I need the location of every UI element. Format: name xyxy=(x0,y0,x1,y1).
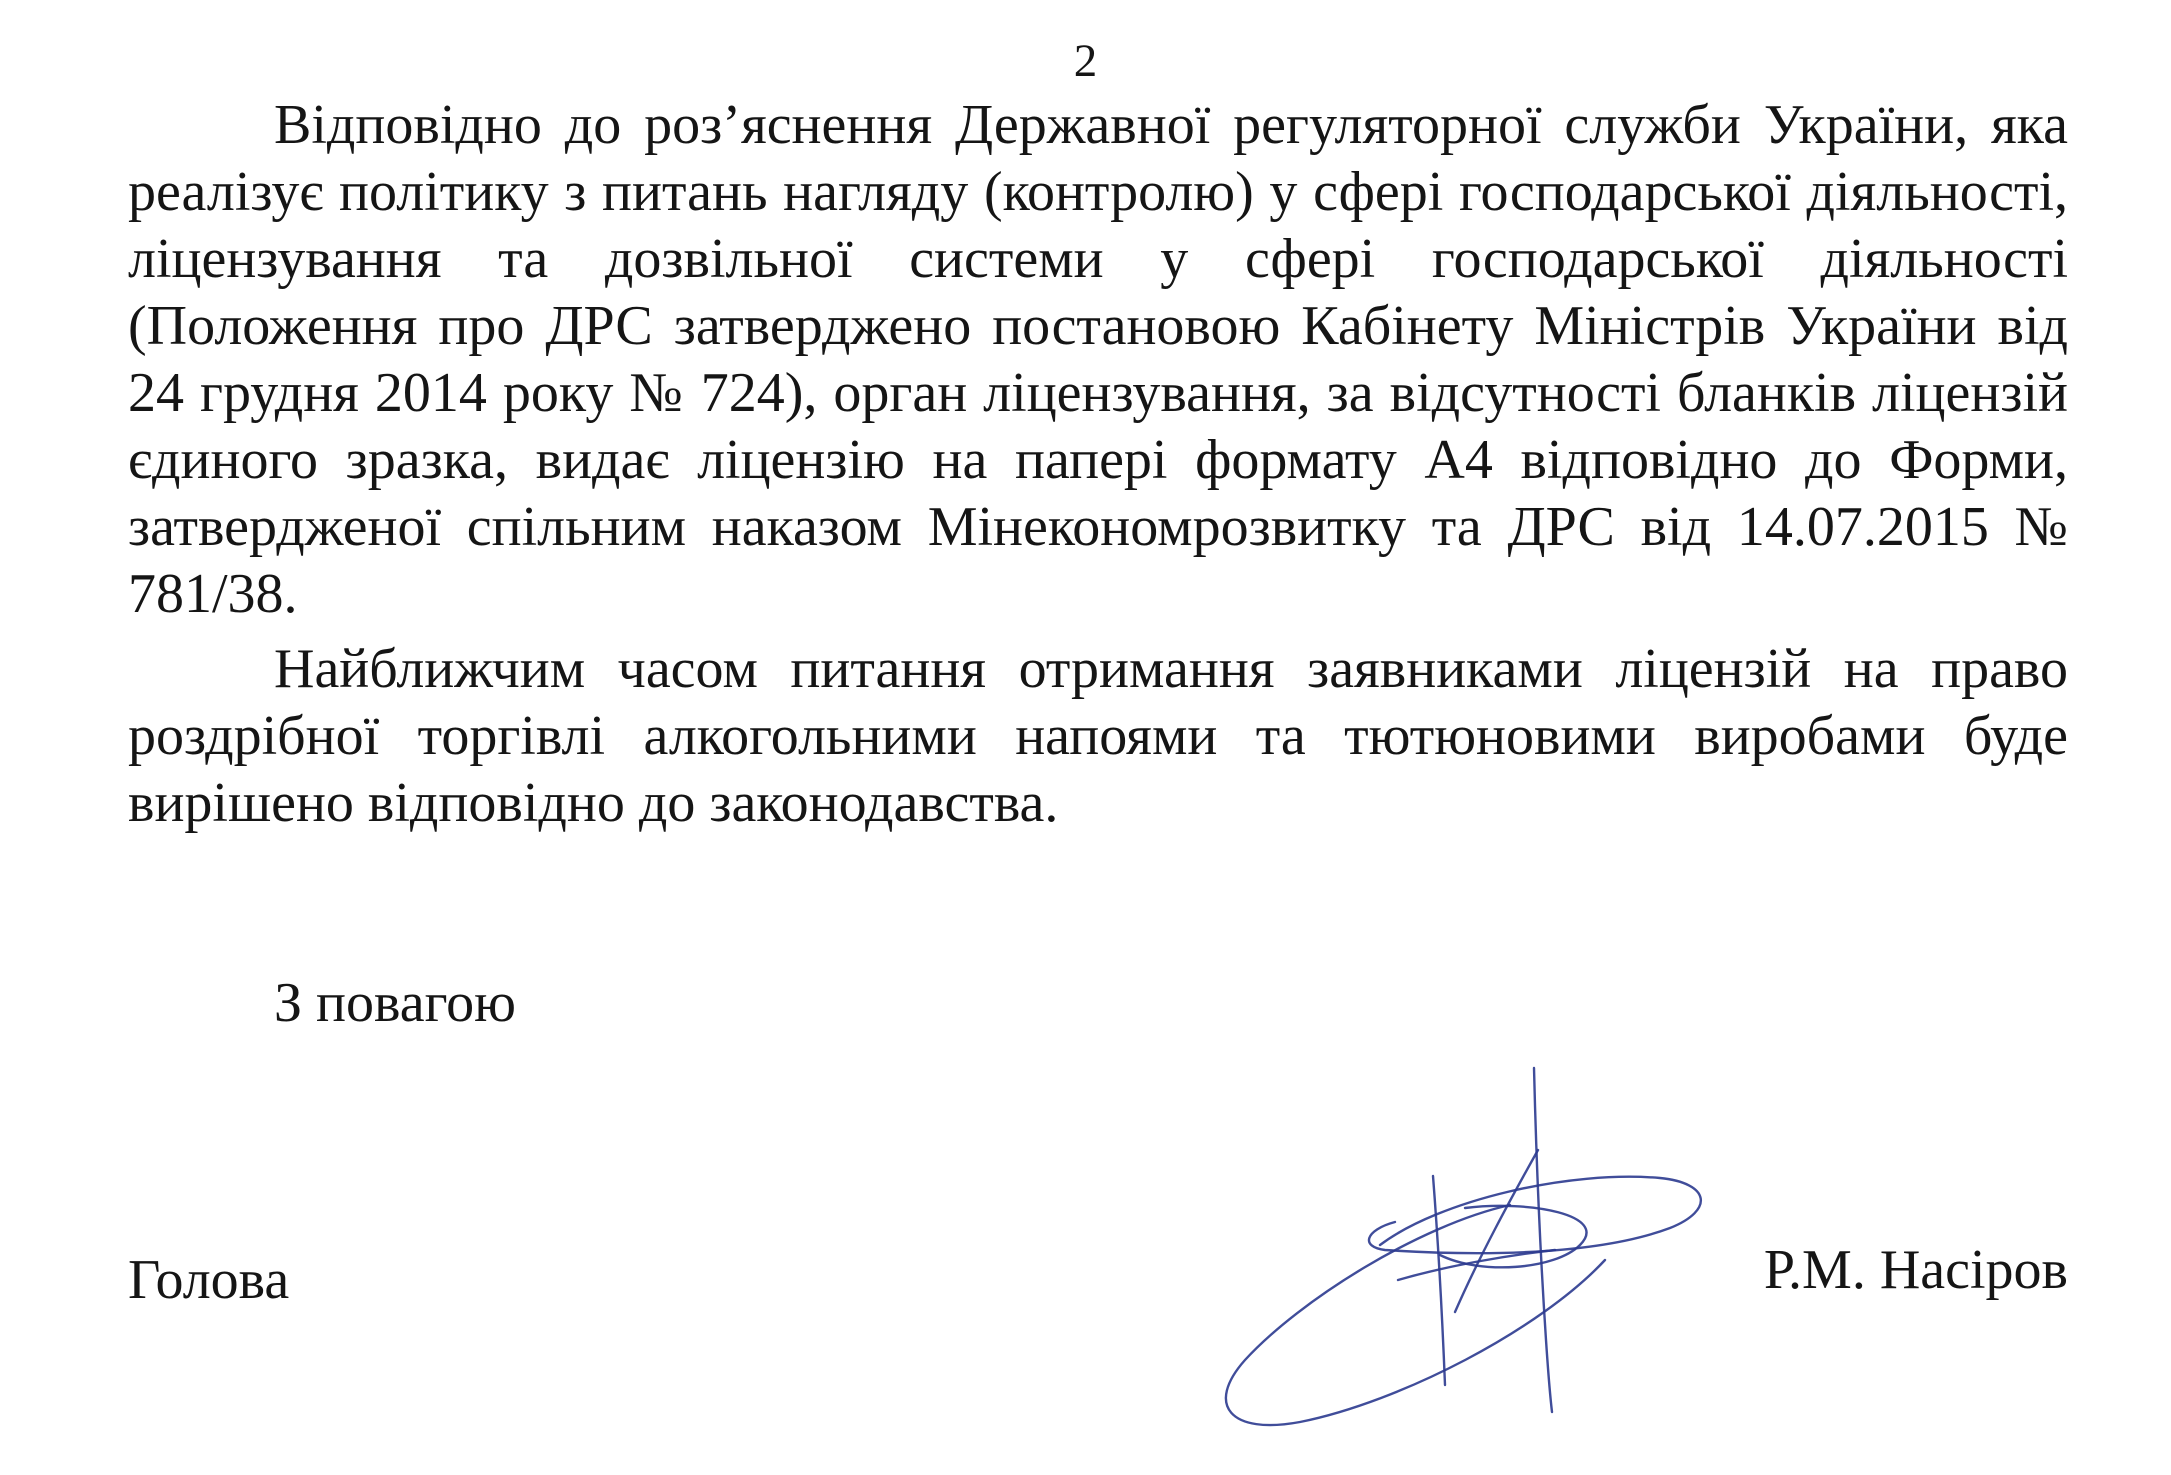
page-number: 2 xyxy=(1073,35,1098,87)
letter-body xyxy=(128,92,2068,837)
signature-strokes xyxy=(1210,1050,1770,1450)
paragraph-resolution: Найближчим часом питання отримання заявниками ліцензій на право роздрібної торгівлі алкогольними напоями та тютюновими виробами буде вирішено відповідно до законодавства. xyxy=(128,638,2068,834)
signer-position: Голова xyxy=(128,1249,290,1311)
paragraph-licensing-clarification: Відповідно до роз’яснення Державної регуляторної служби України, яка реалізує політику з питань нагляду (контролю) у сфері господарської діяльності, ліцензування та дозвільної системи у сфері господарської діяльності (Положення про ДРС затверджено постановою Кабінету Міністрів України від 24 грудня 2014 року № 724), орган ліцензування, за відсутності бланків ліцензій єдиного зразка, видає ліцензію на папері формату А4 відповідно до Форми, затвердженої спільним наказом Мінекономрозвитку та ДРС від 14.07.2015 № 781/38. xyxy=(128,94,2068,625)
closing-salutation: З повагою xyxy=(274,972,516,1034)
handwritten-signature xyxy=(1210,1050,1770,1450)
signer-name: Р.М. Насіров xyxy=(1763,1239,2068,1301)
